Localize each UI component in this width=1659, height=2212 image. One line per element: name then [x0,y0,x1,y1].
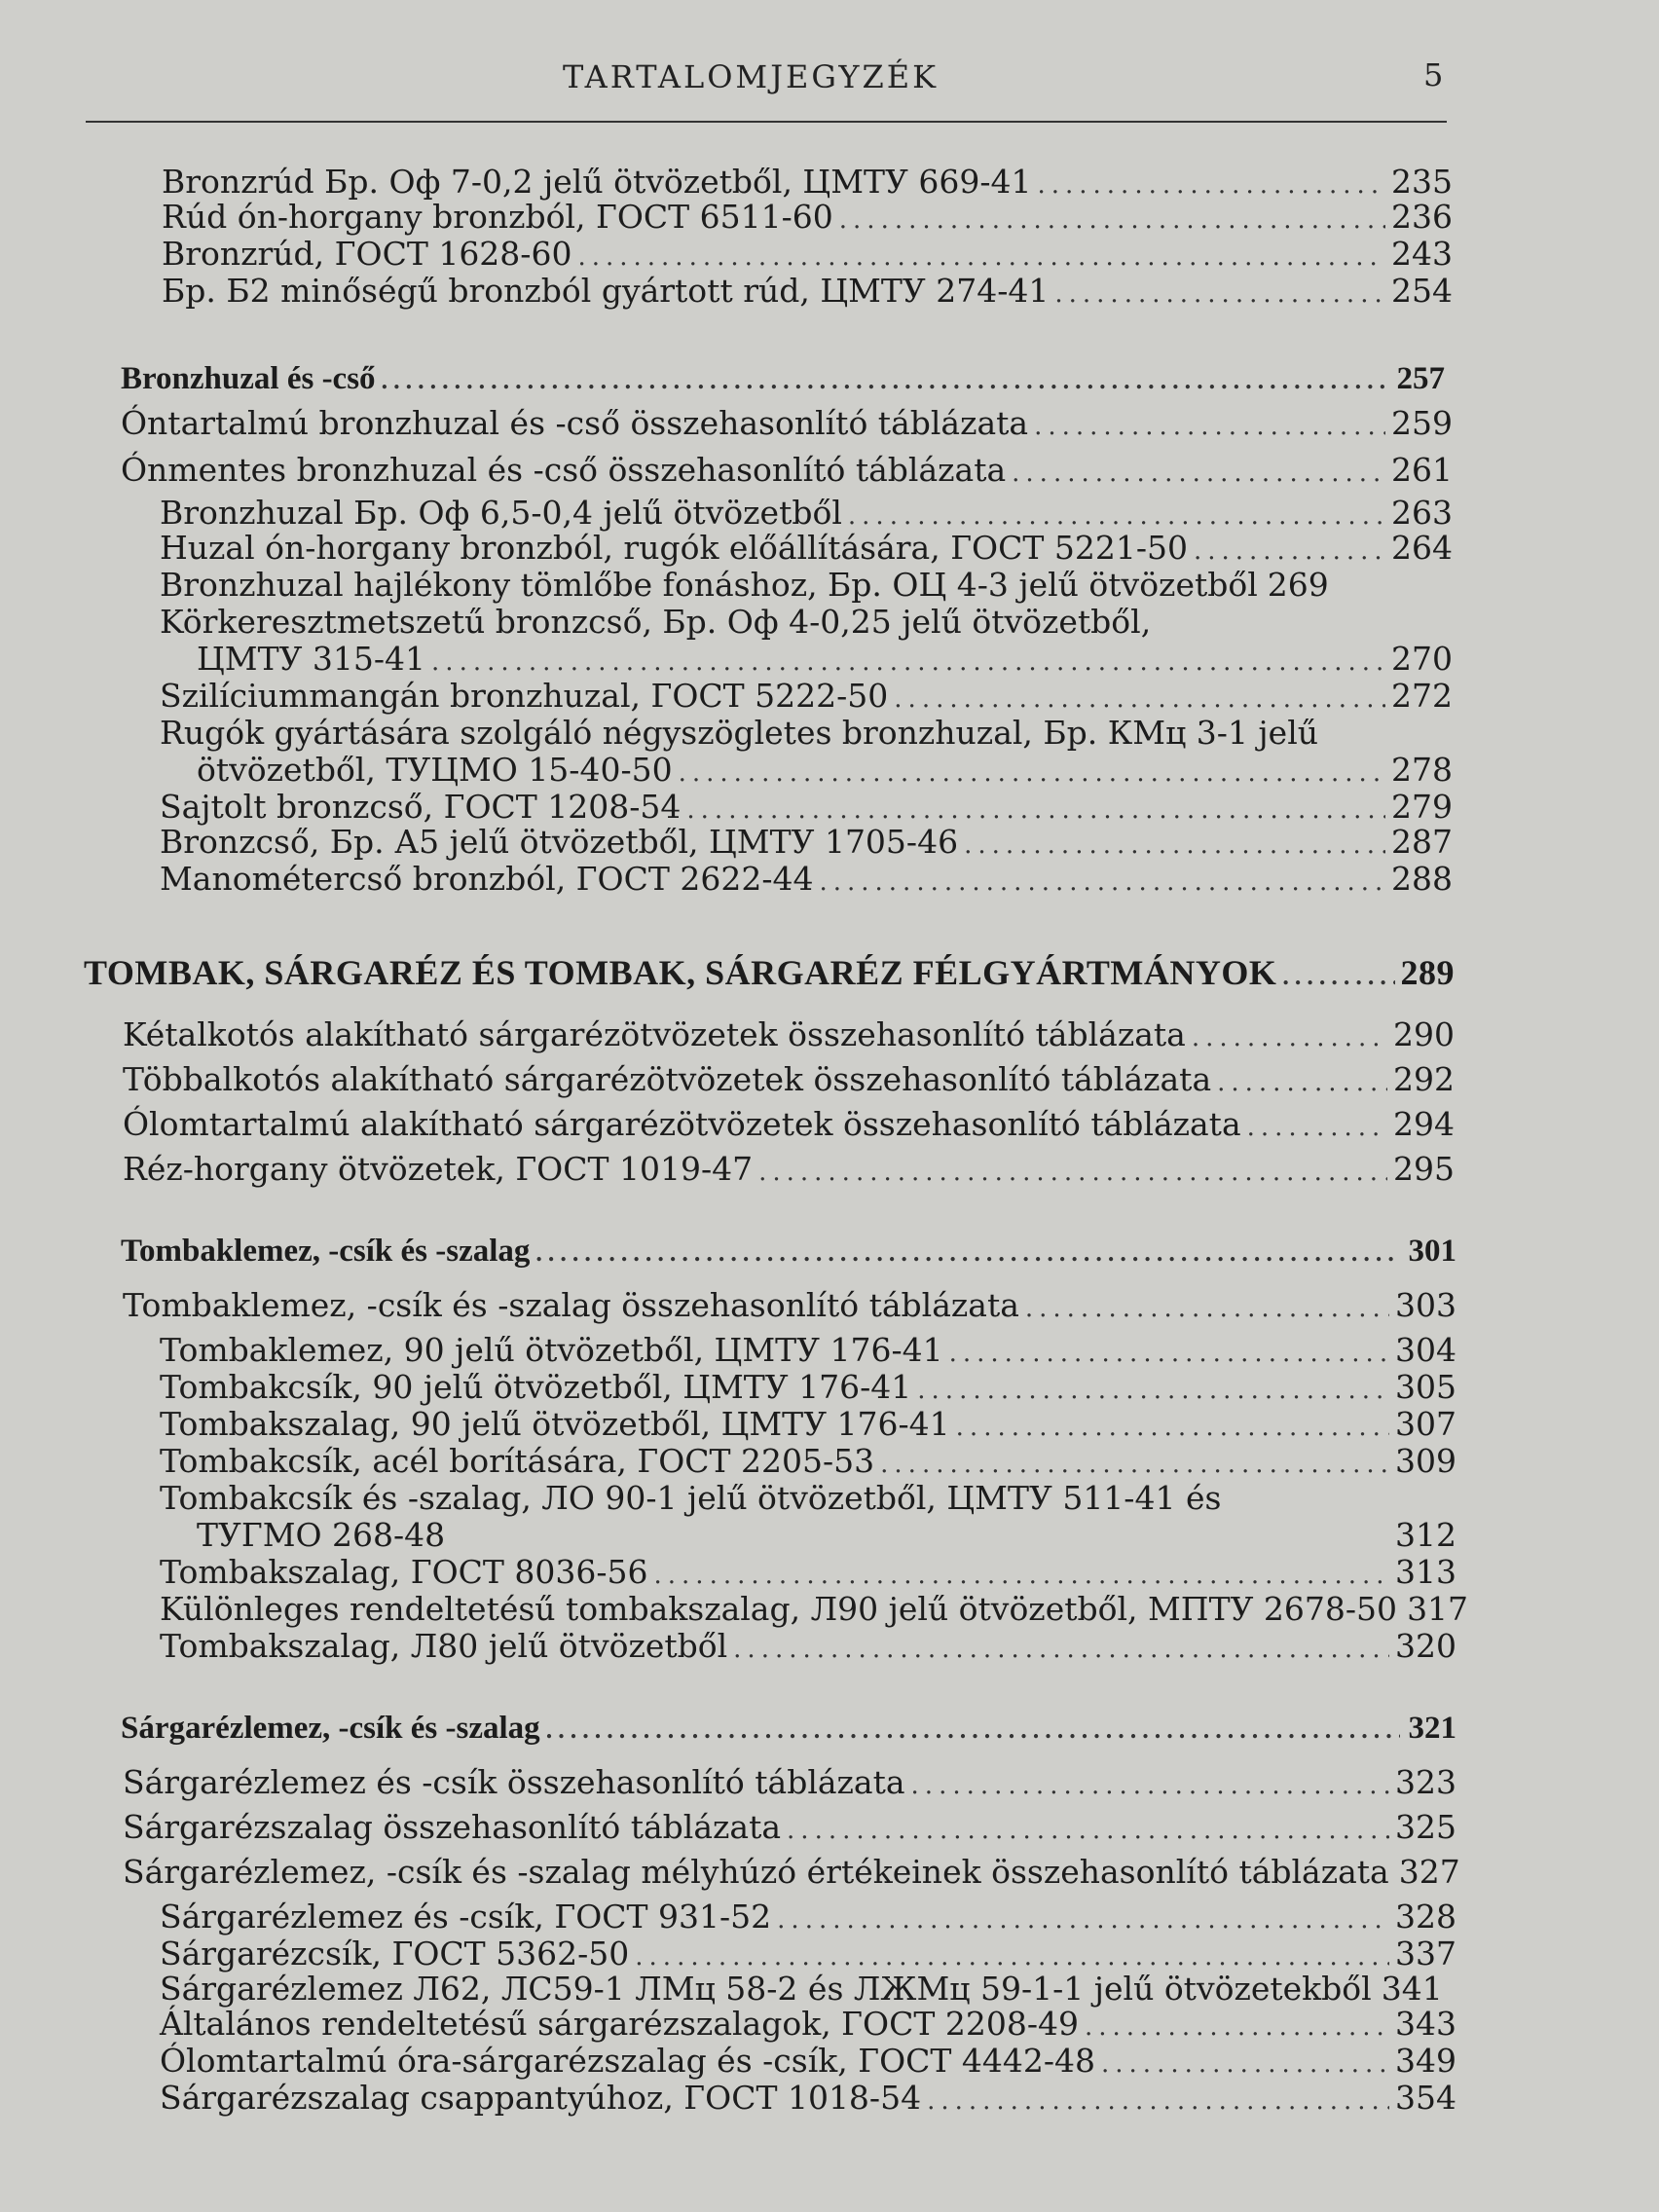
header-rule [86,121,1447,123]
toc-subsection-heading[interactable]: Tombaklemez, -csík és -szalag ..... 301 [121,1233,1456,1272]
toc-entry[interactable]: Kétalkotós alakítható sárgarézötvözetek összehasonlító táblázata ..... 290 [123,1016,1455,1056]
toc-entry[interactable]: Sárgarézszalag összehasonlító táblázata ..... 325 [123,1809,1456,1849]
toc-entry[interactable]: Bronzcső, Бр. А5 jelű ötvözetből, ЦМТУ 1705-46 ..... 287 [160,824,1453,864]
toc-entry-line1[interactable]: Tombakcsík és -szalag, ЛО 90-1 jelű ötvözetből, ЦМТУ 511-41 és [160,1479,1222,1517]
toc-entry[interactable]: Sárgarézcsík, ГОСТ 5362-50 ..... 337 [160,1936,1456,1975]
toc-entry[interactable]: Tombakcsík, 90 jelű ötvözetből, ЦМТУ 176-41 ..... 305 [160,1369,1456,1409]
toc-entry[interactable]: Bronzhuzal Бр. Оф 6,5-0,4 jelű ötvözetből ..... 263 [160,495,1453,535]
toc-entry-line2[interactable]: ötvözetből, ТУЦМО 15-40-50 ..... 278 [197,752,1453,792]
toc-entry[interactable]: Óntartalmú bronzhuzal és -cső összehasonlító táblázata ..... 259 [121,405,1453,445]
toc-entry[interactable]: Bronzhuzal hajlékony tömlőbe fonáshoz, Бр. ОЦ 4-3 jelű ötvözetből 269 [160,566,1329,604]
toc-entry[interactable]: Sajtolt bronzcső, ГОСТ 1208-54 ..... 279 [160,789,1453,829]
toc-entry[interactable]: Réz-horgany ötvözetek, ГОСТ 1019-47 ..... 295 [123,1151,1455,1191]
toc-entry[interactable]: Sárgarézlemez, -csík és -szalag mélyhúzó értékeinek összehasonlító táblázata 327 [123,1853,1460,1891]
toc-entry[interactable]: Manométercső bronzból, ГОСТ 2622-44 ..... 288 [160,861,1453,901]
toc-entry[interactable]: Sárgarézlemez és -csík összehasonlító táblázata ..... 323 [123,1764,1456,1804]
toc-entry[interactable]: Huzal ón-horgany bronzból, rugók előállítására, ГОСТ 5221-50 ..... 264 [160,530,1453,570]
page-title: TARTALOMJEGYZÉK [563,58,939,95]
toc-entry-line1[interactable]: Körkeresztmetszetű bronzcső, Бр. Оф 4-0,25 jelű ötvözetből, [160,603,1152,641]
toc-entry[interactable]: Sárgarézlemez Л62, ЛС59-1 ЛМц 58-2 és ЛЖМц 59-1-1 jelű ötvözetekből 341 [160,1970,1443,2008]
toc-entry[interactable]: Tombaklemez, 90 jelű ötvözetből, ЦМТУ 176-41 ..... 304 [160,1332,1456,1372]
toc-subsection-heading[interactable]: Bronzhuzal és -cső ..... 257 [121,360,1445,399]
toc-entry[interactable]: Bronzrúd, ГОСТ 1628-60 ..... 243 [162,236,1453,276]
toc-section-heading[interactable]: TOMBAK, SÁRGARÉZ ÉS TOMBAK, SÁRGARÉZ FÉLGYÁRTMÁNYOK ..... 289 [84,954,1455,995]
toc-entry[interactable]: Többalkotós alakítható sárgarézötvözetek összehasonlító táblázata ..... 292 [123,1061,1455,1101]
toc-entry[interactable]: Tombakszalag, ГОСТ 8036-56 ..... 313 [160,1554,1456,1594]
toc-entry[interactable]: Bronzrúd Бр. Оф 7-0,2 jelű ötvözetből, ЦМТУ 669-41 ..... 235 [162,164,1453,203]
toc-subsection-heading[interactable]: Sárgarézlemez, -csík és -szalag ..... 321 [121,1710,1456,1749]
toc-entry-line2[interactable]: ЦМТУ 315-41 ..... 270 [197,641,1453,681]
toc-entry[interactable]: Ónmentes bronzhuzal és -cső összehasonlító táblázata ..... 261 [121,452,1453,492]
toc-entry[interactable]: Ólomtartalmú alakítható sárgarézötvözetek összehasonlító táblázata ..... 294 [123,1106,1455,1146]
toc-entry[interactable]: Rúd ón-horgany bronzból, ГОСТ 6511-60 ..... 236 [162,199,1453,239]
page-number: 5 [1423,56,1444,93]
toc-entry[interactable]: Sárgarézlemez és -csík, ГОСТ 931-52 ..... 328 [160,1899,1456,1938]
toc-entry[interactable]: Szilíciummangán bronzhuzal, ГОСТ 5222-50 ..... 272 [160,678,1453,718]
toc-entry[interactable]: Tombakcsík, acél borítására, ГОСТ 2205-53 ..... 309 [160,1443,1456,1483]
toc-entry[interactable]: Ólomtartalmú óra-sárgarézszalag és -csík, ГОСТ 4442-48 ..... 349 [160,2043,1456,2083]
toc-entry[interactable]: Tombakszalag, Л80 jelű ötvözetből ..... 320 [160,1628,1456,1668]
toc-entry[interactable]: Sárgarézszalag csappantyúhoz, ГОСТ 1018-54 ..... 354 [160,2080,1456,2120]
toc-entry[interactable]: Бр. Б2 minőségű bronzból gyártott rúd, ЦМТУ 274-41 ..... 254 [162,273,1453,313]
toc-entry[interactable]: Általános rendeltetésű sárgarézszalagok, ГОСТ 2208-49 ..... 343 [160,2006,1456,2046]
toc-entry[interactable]: Tombaklemez, -csík és -szalag összehasonlító táblázata ..... 303 [123,1287,1456,1327]
toc-entry[interactable]: Tombakszalag, 90 jelű ötvözetből, ЦМТУ 176-41 ..... 307 [160,1406,1456,1446]
toc-entry-line2[interactable]: ТУГМО 268-48 312 [197,1516,1456,1554]
toc-entry[interactable]: Különleges rendeltetésű tombakszalag, Л90 jelű ötvözetből, МПТУ 2678-50 317 [160,1590,1469,1628]
toc-entry-line1[interactable]: Rugók gyártására szolgáló négyszögletes bronzhuzal, Бр. КМц 3-1 jelű [160,714,1318,752]
